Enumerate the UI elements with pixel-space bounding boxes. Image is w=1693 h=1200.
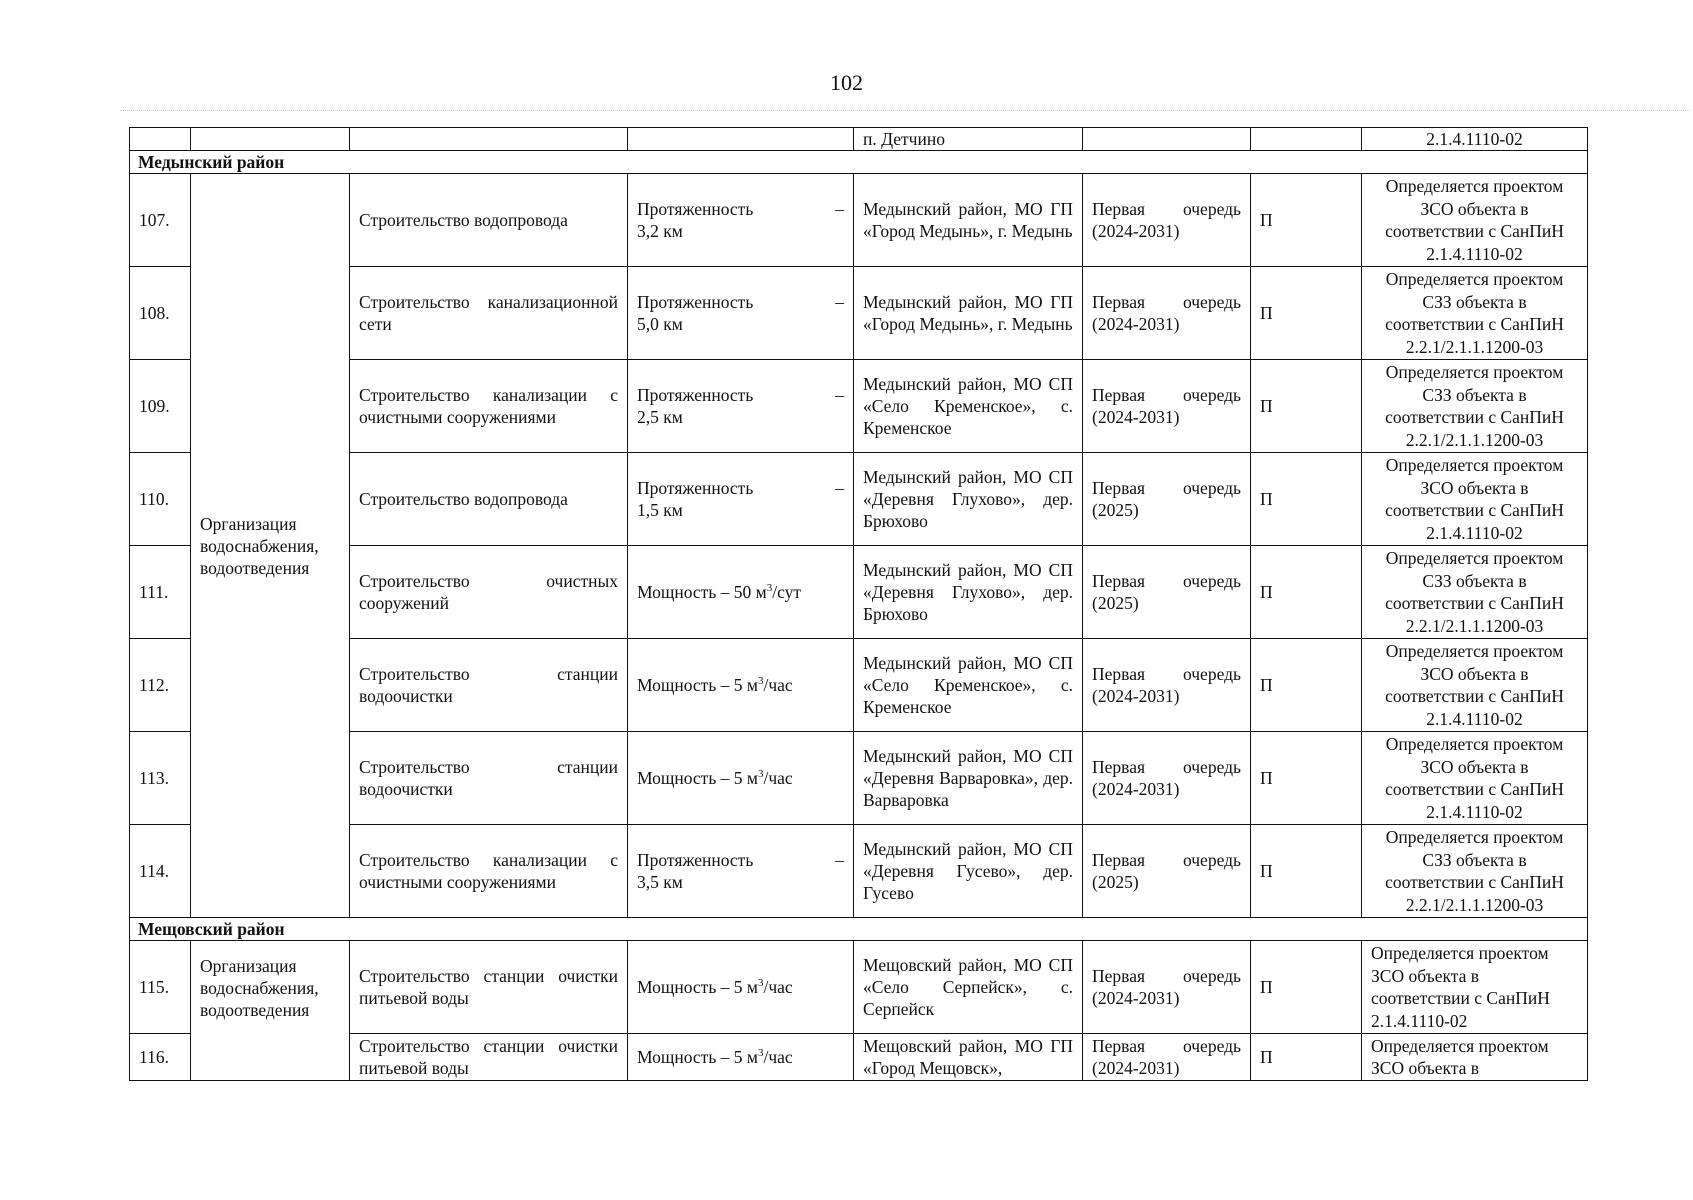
cell-num: 115. xyxy=(130,941,191,1034)
cell-name: Строительство канализации с очистными сооружениями xyxy=(350,360,628,453)
param-label: Протяженность xyxy=(637,385,754,405)
cell-requirement: Определяется проектом СЗЗ объекта в соответствии с СанПиН 2.2.1/2.1.1.1200-03 xyxy=(1362,546,1588,639)
param-dash: – xyxy=(835,385,844,405)
param-value: 2,5 км xyxy=(637,407,683,427)
param-sup: 3 xyxy=(758,768,764,781)
cell-param xyxy=(628,128,854,151)
cell-num: 114. xyxy=(130,825,191,918)
cell-param xyxy=(628,267,854,360)
cell-type xyxy=(1251,128,1362,151)
scan-artifact-line xyxy=(120,110,1690,111)
cell-group: Организация водоснабжения, водоотведения xyxy=(191,941,350,1081)
cell-location: Медынский район, МО ГП «Город Медынь», г. Медынь xyxy=(854,267,1083,360)
param-unit: /час xyxy=(763,1047,793,1067)
param-value: 3,5 км xyxy=(637,872,683,892)
cell-type: П xyxy=(1251,1034,1362,1081)
region-heading: Медынский район xyxy=(130,151,1588,174)
param-sup: 3 xyxy=(766,582,773,595)
param-dash: – xyxy=(835,478,844,498)
cell-type: П xyxy=(1251,267,1362,360)
cell-group: Организация водоснабжения, водоотведения xyxy=(191,174,350,918)
param-sup: 3 xyxy=(758,977,764,990)
cell-name: Строительство станции очистки питьевой воды xyxy=(350,1034,628,1081)
param-sup: 3 xyxy=(758,1047,764,1060)
cell-param xyxy=(628,639,854,732)
cell-requirement: Определяется проектом ЗСО объекта в соответствии с СанПиН 2.1.4.1110-02 xyxy=(1362,174,1588,267)
cell-type: П xyxy=(1251,941,1362,1034)
cell-param xyxy=(628,732,854,825)
cell-location: Медынский район, МО СП «Село Кременское», с. Кременское xyxy=(854,639,1083,732)
cell-requirement: Определяется проектом СЗЗ объекта в соответствии с СанПиН 2.2.1/2.1.1.1200-03 xyxy=(1362,360,1588,453)
cell-type: П xyxy=(1251,546,1362,639)
cell-name: Строительство водопровода xyxy=(350,453,628,546)
cell-num: 116. xyxy=(130,1034,191,1081)
cell-stage: Первая очередь (2024-2031) xyxy=(1083,360,1251,453)
cell-requirement: Определяется проектом ЗСО объекта в xyxy=(1362,1034,1588,1081)
cell-requirement: Определяется проектом ЗСО объекта в соответствии с СанПиН 2.1.4.1110-02 xyxy=(1362,639,1588,732)
cell-group xyxy=(191,128,350,151)
cell-location: Медынский район, МО СП «Село Кременское», с. Кременское xyxy=(854,360,1083,453)
cell-location: Медынский район, МО ГП «Город Медынь», г. Медынь xyxy=(854,174,1083,267)
cell-stage: Первая очередь (2024-2031) xyxy=(1083,174,1251,267)
cell-num: 111. xyxy=(130,546,191,639)
cell-stage: Первая очередь (2024-2031) xyxy=(1083,267,1251,360)
param-value: 1,5 км xyxy=(637,500,683,520)
cell-name: Строительство канализации с очистными сооружениями xyxy=(350,825,628,918)
cell-location: Мещовский район, МО СП «Село Серпейск», с. Серпейск xyxy=(854,941,1083,1034)
param-text: Мощность – 50 м xyxy=(637,582,767,602)
region-row xyxy=(130,151,1588,174)
page-number: 102 xyxy=(830,70,863,95)
cell-stage: Первая очередь (2024-2031) xyxy=(1083,1034,1251,1081)
cell-location: Мещовский район, МО ГП «Город Мещовск», xyxy=(854,1034,1083,1081)
cell-location: Медынский район, МО СП «Деревня Варваровка», дер. Варваровка xyxy=(854,732,1083,825)
cell-num: 107. xyxy=(130,174,191,267)
param-value: 5,0 км xyxy=(637,314,683,334)
cell-name: Строительство канализационной сети xyxy=(350,267,628,360)
cell-param xyxy=(628,453,854,546)
cell-param xyxy=(628,174,854,267)
cell-stage: Первая очередь (2025) xyxy=(1083,825,1251,918)
cell-num: 110. xyxy=(130,453,191,546)
cell-stage xyxy=(1083,128,1251,151)
cell-location: Медынский район, МО СП «Деревня Глухово», дер. Брюхово xyxy=(854,546,1083,639)
region-row xyxy=(130,918,1588,941)
cell-type: П xyxy=(1251,174,1362,267)
measures-table xyxy=(129,127,1588,1081)
cell-stage: Первая очередь (2024-2031) xyxy=(1083,732,1251,825)
cell-num: 112. xyxy=(130,639,191,732)
param-dash: – xyxy=(835,199,844,219)
cell-stage: Первая очередь (2025) xyxy=(1083,546,1251,639)
param-dash: – xyxy=(835,850,844,870)
cell-name xyxy=(350,128,628,151)
param-value: 3,2 км xyxy=(637,221,683,241)
cell-location: п. Детчино xyxy=(854,128,1083,151)
cell-param xyxy=(628,825,854,918)
cell-stage: Первая очередь (2024-2031) xyxy=(1083,941,1251,1034)
param-label: Протяженность xyxy=(637,292,754,312)
cell-param xyxy=(628,546,854,639)
param-unit: /час xyxy=(763,675,793,695)
table-row xyxy=(130,174,1588,267)
cell-location: Медынский район, МО СП «Деревня Глухово», дер. Брюхово xyxy=(854,453,1083,546)
cell-name: Строительство станции очистки питьевой воды xyxy=(350,941,628,1034)
cell-requirement: Определяется проектом СЗЗ объекта в соответствии с СанПиН 2.2.1/2.1.1.1200-03 xyxy=(1362,267,1588,360)
param-unit: /час xyxy=(763,768,793,788)
cell-stage: Первая очередь (2025) xyxy=(1083,453,1251,546)
param-text: Мощность – 5 м xyxy=(637,675,758,695)
cell-name: Строительство водопровода xyxy=(350,174,628,267)
cell-param xyxy=(628,1034,854,1081)
cell-type: П xyxy=(1251,453,1362,546)
param-label: Протяженность xyxy=(637,199,754,219)
cell-location: Медынский район, МО СП «Деревня Гусево», дер. Гусево xyxy=(854,825,1083,918)
cell-name: Строительство очистных сооружений xyxy=(350,546,628,639)
cell-name: Строительство станции водоочистки xyxy=(350,639,628,732)
cell-requirement: Определяется проектом ЗСО объекта в соответствии с СанПиН 2.1.4.1110-02 xyxy=(1362,732,1588,825)
param-sup: 3 xyxy=(758,675,764,688)
cell-stage: Первая очередь (2024-2031) xyxy=(1083,639,1251,732)
cell-requirement: Определяется проектом ЗСО объекта в соответствии с СанПиН 2.1.4.1110-02 xyxy=(1362,453,1588,546)
cell-param xyxy=(628,360,854,453)
param-text: Мощность – 5 м xyxy=(637,1047,758,1067)
cell-num: 113. xyxy=(130,732,191,825)
region-heading: Мещовский район xyxy=(130,918,1588,941)
cell-type: П xyxy=(1251,360,1362,453)
cell-name: Строительство станции водоочистки xyxy=(350,732,628,825)
param-text: Мощность – 5 м xyxy=(637,977,758,997)
cell-type: П xyxy=(1251,639,1362,732)
cell-type: П xyxy=(1251,732,1362,825)
param-label: Протяженность xyxy=(637,478,754,498)
param-unit: /час xyxy=(763,977,793,997)
param-unit: /сут xyxy=(772,582,802,602)
cell-type: П xyxy=(1251,825,1362,918)
param-label: Протяженность xyxy=(637,850,754,870)
cell-param xyxy=(628,941,854,1034)
cell-num: 108. xyxy=(130,267,191,360)
cell-requirement: 2.1.4.1110-02 xyxy=(1362,128,1588,151)
param-dash: – xyxy=(835,292,844,312)
cell-requirement: Определяется проектом ЗСО объекта в соответствии с СанПиН 2.1.4.1110-02 xyxy=(1362,941,1588,1034)
param-text: Мощность – 5 м xyxy=(637,768,758,788)
continued-row xyxy=(130,128,1588,151)
cell-num xyxy=(130,128,191,151)
table-row xyxy=(130,941,1588,1034)
cell-num: 109. xyxy=(130,360,191,453)
cell-requirement: Определяется проектом СЗЗ объекта в соответствии с СанПиН 2.2.1/2.1.1.1200-03 xyxy=(1362,825,1588,918)
